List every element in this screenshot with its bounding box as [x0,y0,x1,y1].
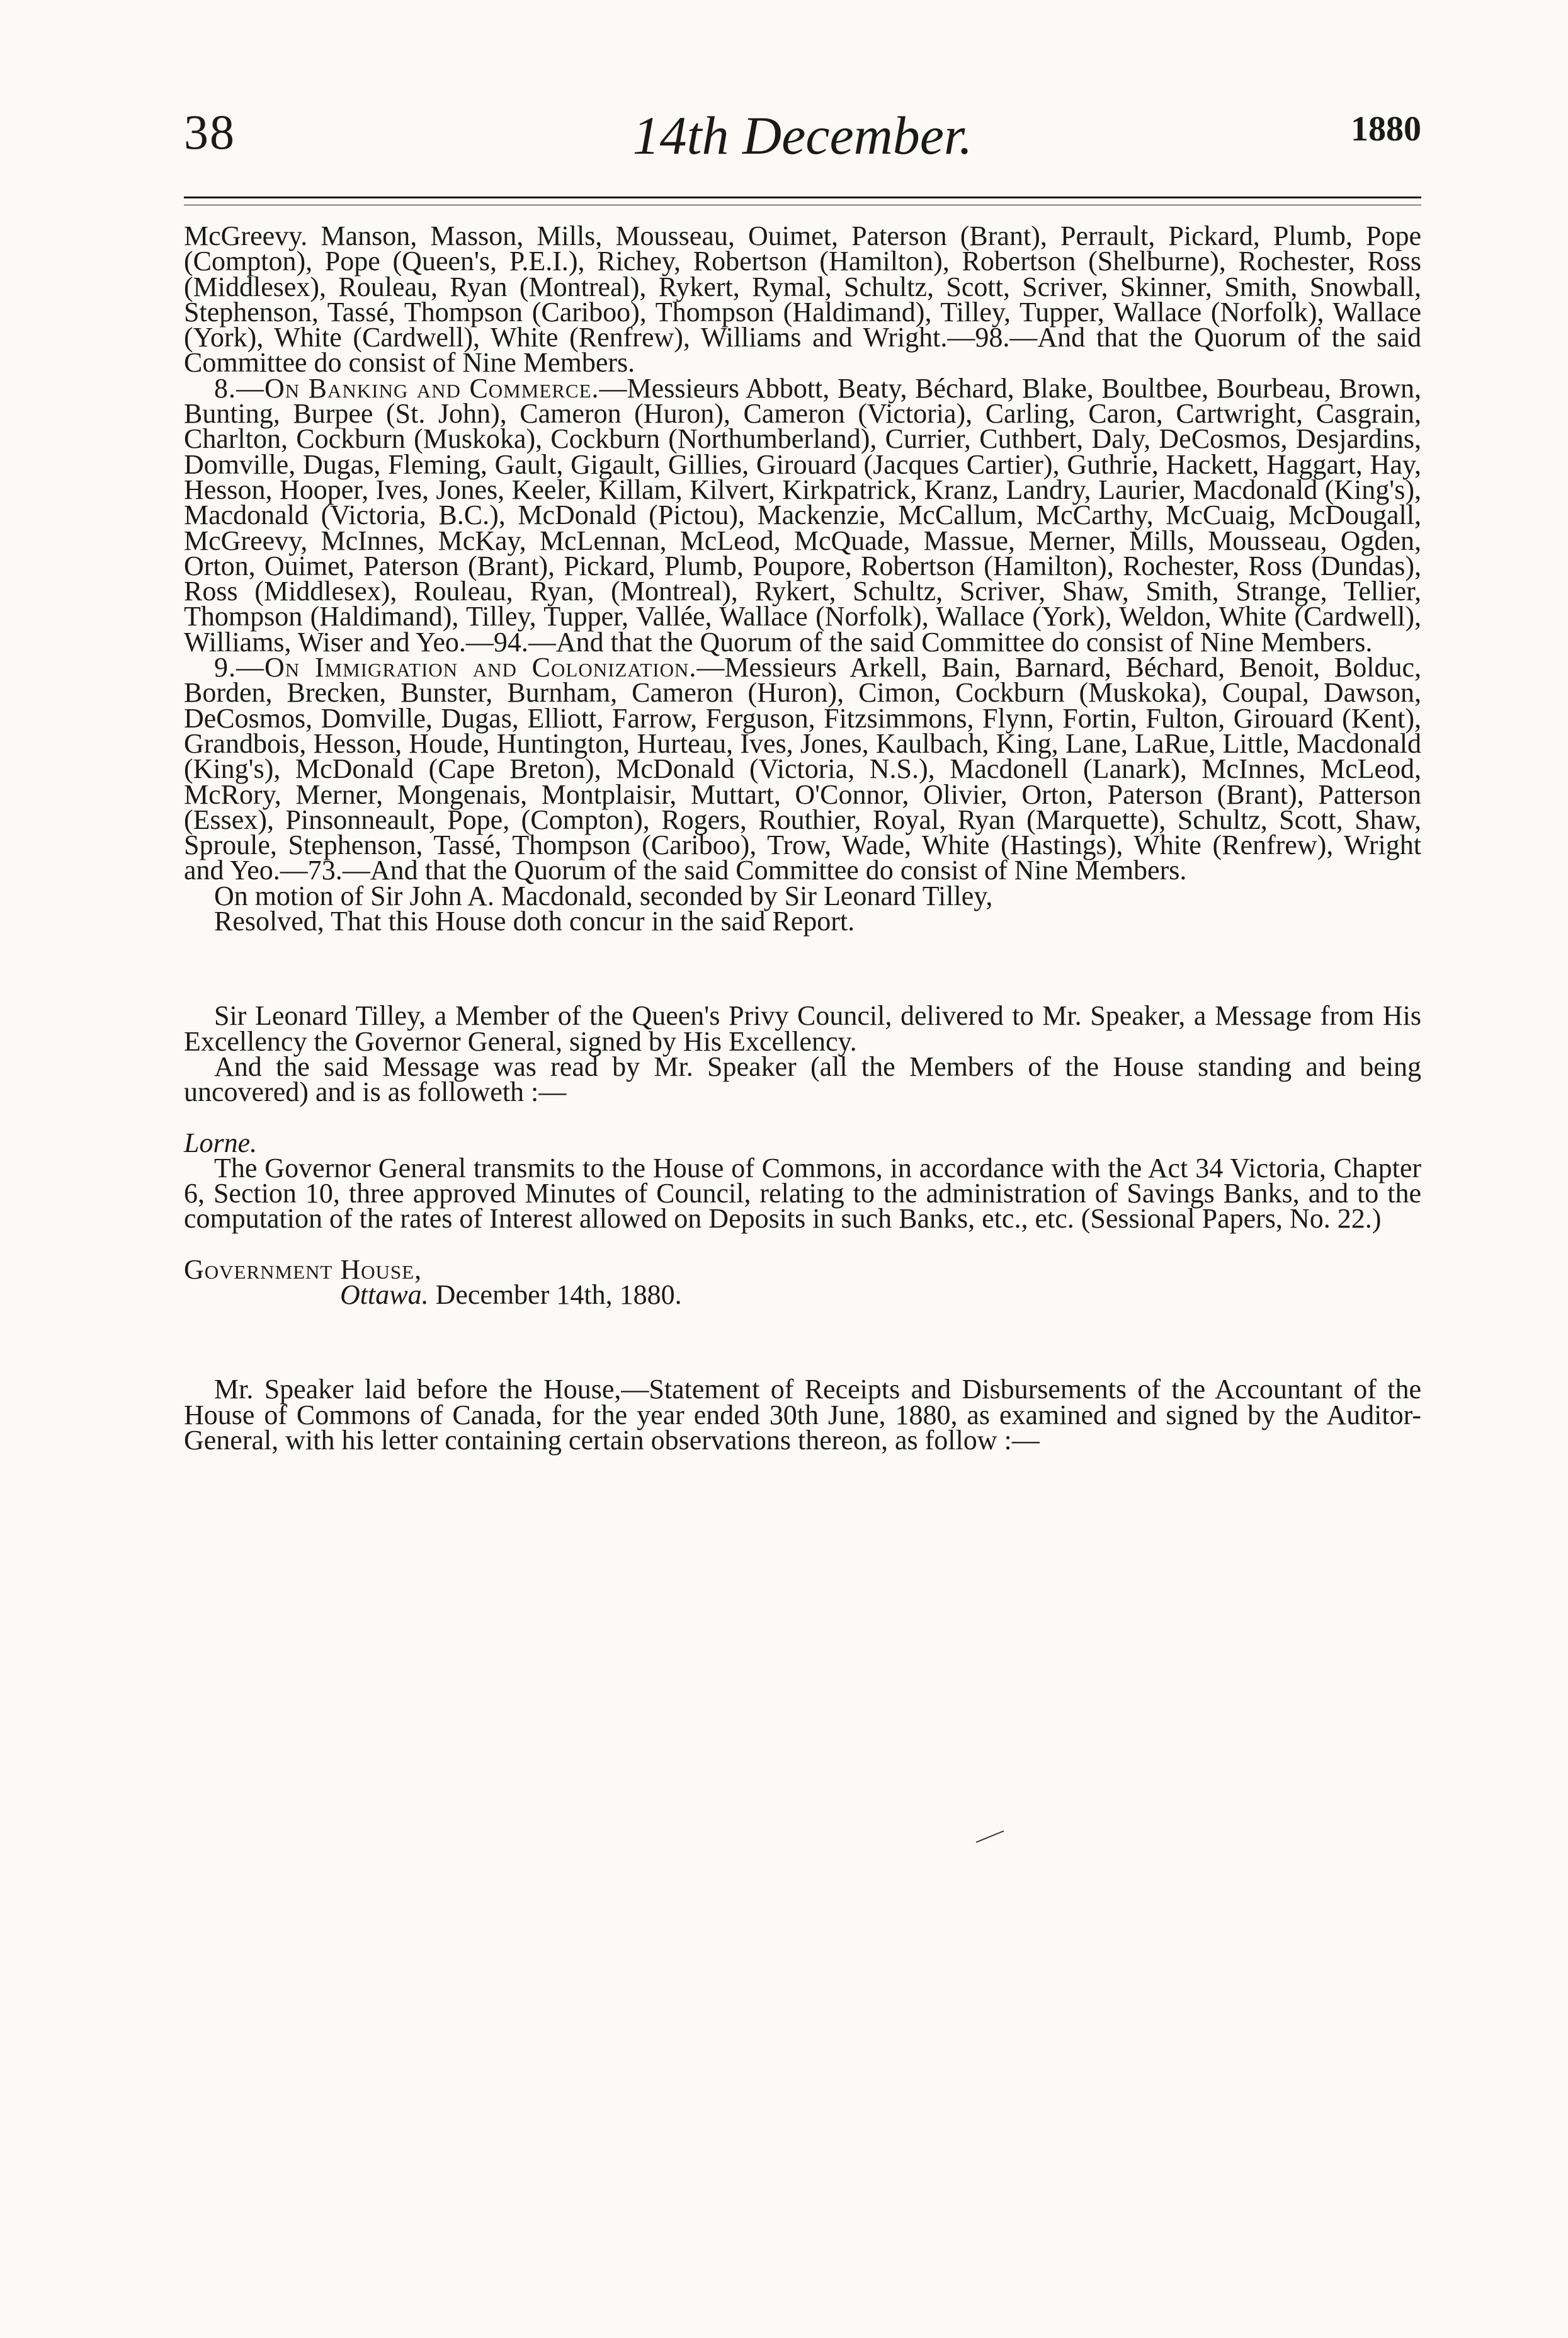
immigration-committee-members: —Messieurs Arkell, Bain, Barnard, Béchard, Benoit, Bolduc, Borden, Brecken, Bunster, Burnham, Cameron (Huron), Cimon, Cockburn (Muskoka), Coupal, Dawson, DeCosmos, Domville, Dugas, Elliott, Farrow, Ferguson, Fitzsimmons, Flynn, Fortin, Fulton, Girouard (Kent), Grandbois, Hesson, Houde, Huntington, Hurteau, Ives, Jones, Kaulbach, King, Lane, LaRue, Little, Macdonald (King's), McDonald (Cape Breton), McDonald (Victoria, N.S.), Macdonell (Lanark), McInnes, McLeod, McRory, Merner, Mongenais, Montplaisir, Muttart, O'Connor, Olivier, Orton, Paterson (Brant), Patterson (Essex), Pinsonneault, Pope, (Compton), Rogers, Routhier, Royal, Ryan (Marquette), Schultz, Scott, Shaw, Sproule, Stephenson, Tassé, Thompson (Cariboo), Trow, Wade, White (Hastings), White (Renfrew), Wright and Yeo.—73.—And that the Quorum of the said Committee do consist of Nine Members. [184,652,1422,886]
message-intro: Sir Leonard Tilley, a Member of the Queen's Privy Council, delivered to Mr. Speaker, a Message from His Excellency the Governor General, signed by His Excellency. [184,1000,1421,1057]
banking-committee-members: —Messieurs Abbott, Beaty, Béchard, Blake, Boultbee, Bourbeau, Brown, Bunting, Burpee (St. John), Cameron (Huron), Cameron (Victoria), Carling, Caron, Cartwright, Casgrain, Charlton, Cockburn (Muskoka), Cockburn (Northumberland), Currier, Cuthbert, Daly, DeCosmos, Desjardins, Domville, Dugas, Fleming, Gault, Gigault, Gillies, Girouard (Jacques Cartier), Guthrie, Hackett, Haggart, Hay, Hesson, Hooper, Ives, Jones, Keeler, Killam, Kilvert, Kirkpatrick, Kranz, Landry, Laurier, Macdonald (King's), Macdonald (Victoria, B.C.), McDonald (Pictou), Mackenzie, McCallum, McCarthy, McCuaig, McDougall, McGreevy, McInnes, McKay, McLennan, McLeod, McQuade, Massue, Merner, Mills, Mousseau, Ogden, Orton, Ouimet, Paterson (Brant), Pickard, Plumb, Poupore, Robertson (Hamilton), Rochester, Ross (Dundas), Ross (Middlesex), Rouleau, Ryan, (Montreal), Rykert, Schultz, Scriver, Shaw, Smith, Strange, Tellier, Thompson (Haldimand), Tilley, Tupper, Vallée, Wallace (Norfolk), Wallace (York), Weldon, White (Cardwell), Williams, Wiser and Yeo.—94.—And that the Quorum of the said Committee do consist of Nine Members. [184,372,1421,658]
immigration-committee-paragraph [184,652,1422,886]
banking-committee-paragraph [184,372,1421,658]
accounts-paragraph: Mr. Speaker laid before the House,—Statement of Receipts and Disbursements of the Accountant of the House of Commons of Canada, for the year ended 30th June, 1880, as examined and signed by the Auditor-General, with his letter containing certain observations thereon, as follow :— [184,1374,1421,1456]
message-read: And the said Message was read by Mr. Speaker (all the Members of the House standing and being uncovered) and is as followeth :— [184,1051,1421,1108]
immigration-committee-heading: 9.—On Immigration and Colonization. [214,652,697,683]
page-header [184,104,1421,173]
address-government-house: Government House, [184,1253,423,1285]
address-date: December 14th, 1880. [435,1279,682,1310]
section-gap [184,1308,1421,1377]
motion-line: On motion of Sir John A. Macdonald, seconded by Sir Leonard Tilley, [214,880,993,911]
message-body: The Governor General transmits to the House of Commons, in accordance with the Act 34 Victoria, Chapter 6, Section 10, three approved Minutes of Council, relating to the administration of Savings Banks, and to the computation of the rates of Interest allowed on Deposits in such Banks, etc., etc. (Sessional Papers, No. 22.) [184,1152,1421,1235]
banking-committee-heading: 8.—On Banking and Commerce. [214,372,599,404]
section-gap [184,1232,1421,1257]
resolution-line: Resolved, That this House doth concur in the said Report. [214,906,855,937]
pen-mark-icon [975,1830,1005,1844]
section-gap [184,1105,1421,1131]
section-gap [184,934,1421,1003]
page-number: 38 [184,105,236,159]
page-body [184,220,1422,1456]
running-title: 14th December. [632,105,973,166]
year: 1880 [1351,110,1421,149]
header-rule [184,197,1421,205]
address-place: Ottawa. [340,1279,429,1310]
address-place-date [184,1279,1421,1310]
message-signature: Lorne. [184,1127,258,1158]
committee-list-continuation: McGreevy. Manson, Masson, Mills, Mousseau, Ouimet, Paterson (Brant), Perrault, Pickard, Plumb, Pope (Compton), Pope (Queen's, P.E.I.), Richey, Robertson (Hamilton), Robertson (Shelburne), Rochester, Ross (Middlesex), Rouleau, Ryan (Montreal), Rykert, Rymal, Schultz, Scott, Scriver, Skinner, Smith, Snowball, Stephenson, Tassé, Thompson (Cariboo), Thompson (Haldimand), Tilley, Tupper, Wallace (Norfolk), Wallace (York), White (Cardwell), White (Renfrew), Williams and Wright.—98.—And that the Quorum of the said Committee do consist of Nine Members. [184,220,1421,379]
